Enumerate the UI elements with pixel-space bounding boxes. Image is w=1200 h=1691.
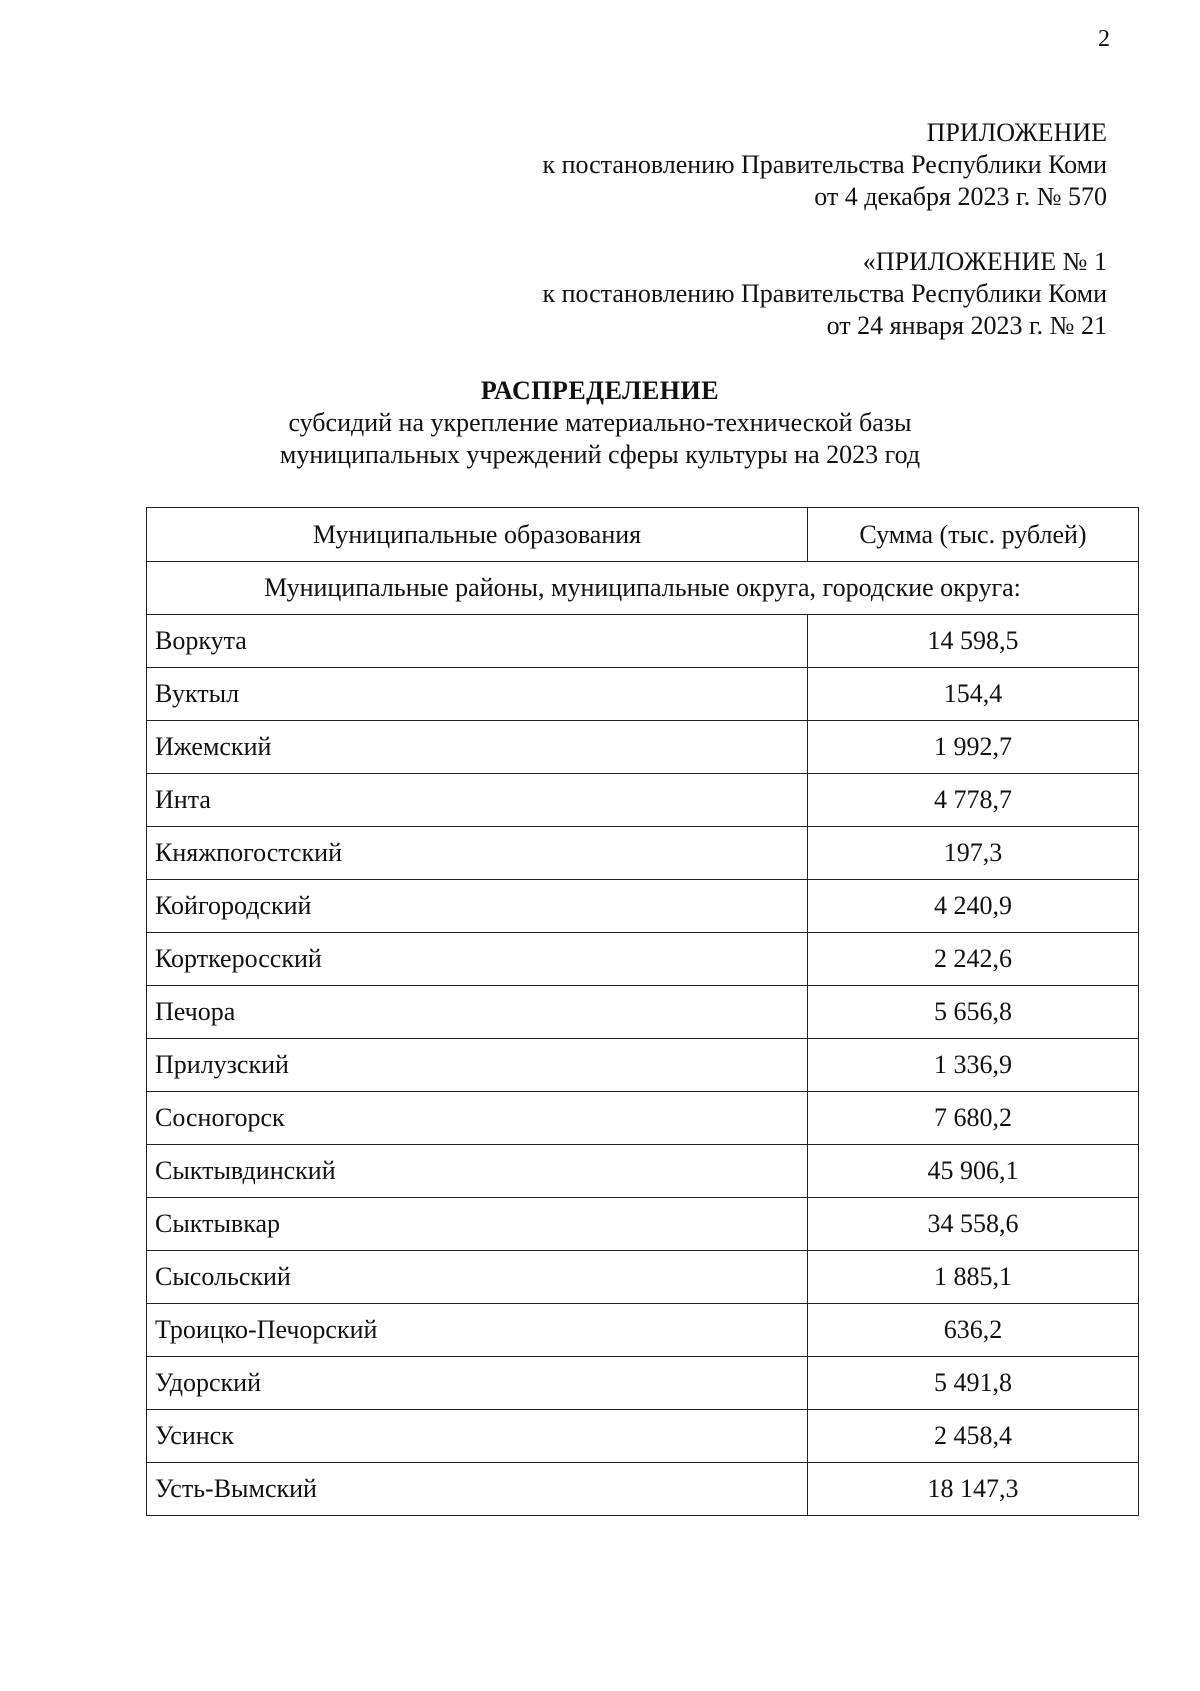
municipality-name: Усть-Вымский <box>147 1463 808 1516</box>
subsidy-amount: 4 778,7 <box>808 774 1139 827</box>
table-row <box>147 721 1139 774</box>
subsidy-amount: 1 336,9 <box>808 1039 1139 1092</box>
table-row <box>147 1198 1139 1251</box>
appendix-original-date: от 24 января 2023 г. № 21 <box>826 311 1107 340</box>
subsidy-amount: 2 242,6 <box>808 933 1139 986</box>
municipality-name: Удорский <box>147 1357 808 1410</box>
table-row <box>147 880 1139 933</box>
distribution-table <box>146 507 1139 1516</box>
subsidy-amount: 7 680,2 <box>808 1092 1139 1145</box>
table-row <box>147 615 1139 668</box>
table-row <box>147 1145 1139 1198</box>
municipality-name: Сыктывдинский <box>147 1145 808 1198</box>
appendix-current-title: ПРИЛОЖЕНИЕ <box>926 118 1107 147</box>
appendix-current-header <box>542 117 1107 213</box>
subsidy-amount: 1 992,7 <box>808 721 1139 774</box>
municipality-name: Инта <box>147 774 808 827</box>
municipality-name: Княжпогостский <box>147 827 808 880</box>
table-row <box>147 1092 1139 1145</box>
table-row <box>147 933 1139 986</box>
group-label: Муниципальные районы, муниципальные округа, городские округа: <box>147 562 1139 615</box>
table-body <box>147 562 1139 1516</box>
subsidy-amount: 14 598,5 <box>808 615 1139 668</box>
group-row <box>147 562 1139 615</box>
table-row <box>147 1039 1139 1092</box>
header-municipality: Муниципальные образования <box>147 508 808 562</box>
municipality-name: Печора <box>147 986 808 1039</box>
municipality-name: Сысольский <box>147 1251 808 1304</box>
title-subline-1: субсидий на укрепление материально-технической базы <box>288 408 912 437</box>
subsidy-amount: 154,4 <box>808 668 1139 721</box>
municipality-name: Сосногорск <box>147 1092 808 1145</box>
document-title <box>0 375 1200 471</box>
appendix-current-date: от 4 декабря 2023 г. № 570 <box>814 182 1107 211</box>
appendix-original-reference: к постановлению Правительства Республики Коми <box>542 279 1107 308</box>
table-row <box>147 986 1139 1039</box>
subsidy-amount: 2 458,4 <box>808 1410 1139 1463</box>
subsidy-amount: 1 885,1 <box>808 1251 1139 1304</box>
appendix-current-reference: к постановлению Правительства Республики Коми <box>542 150 1107 179</box>
title-heading: РАСПРЕДЕЛЕНИЕ <box>480 376 720 405</box>
subsidy-amount: 18 147,3 <box>808 1463 1139 1516</box>
subsidy-amount: 34 558,6 <box>808 1198 1139 1251</box>
appendix-original-header <box>542 246 1107 342</box>
subsidy-amount: 636,2 <box>808 1304 1139 1357</box>
table-row <box>147 1463 1139 1516</box>
municipality-name: Сыктывкар <box>147 1198 808 1251</box>
municipality-name: Воркута <box>147 615 808 668</box>
table-row <box>147 668 1139 721</box>
page-number: 2 <box>1098 26 1110 52</box>
subsidy-amount: 5 656,8 <box>808 986 1139 1039</box>
municipality-name: Троицко-Печорский <box>147 1304 808 1357</box>
municipality-name: Усинск <box>147 1410 808 1463</box>
municipality-name: Корткеросский <box>147 933 808 986</box>
subsidy-amount: 4 240,9 <box>808 880 1139 933</box>
title-subline-2: муниципальных учреждений сферы культуры на 2023 год <box>279 440 921 469</box>
appendix-original-title: «ПРИЛОЖЕНИЕ № 1 <box>862 247 1107 276</box>
table-row <box>147 1357 1139 1410</box>
table-header-row <box>147 508 1139 562</box>
subsidy-amount: 5 491,8 <box>808 1357 1139 1410</box>
table-row <box>147 827 1139 880</box>
municipality-name: Прилузский <box>147 1039 808 1092</box>
subsidy-amount: 45 906,1 <box>808 1145 1139 1198</box>
table-row <box>147 774 1139 827</box>
municipality-name: Ижемский <box>147 721 808 774</box>
subsidy-amount: 197,3 <box>808 827 1139 880</box>
table-row <box>147 1304 1139 1357</box>
municipality-name: Койгородский <box>147 880 808 933</box>
table-row <box>147 1410 1139 1463</box>
table-row <box>147 1251 1139 1304</box>
header-amount: Сумма (тыс. рублей) <box>808 508 1139 562</box>
municipality-name: Вуктыл <box>147 668 808 721</box>
